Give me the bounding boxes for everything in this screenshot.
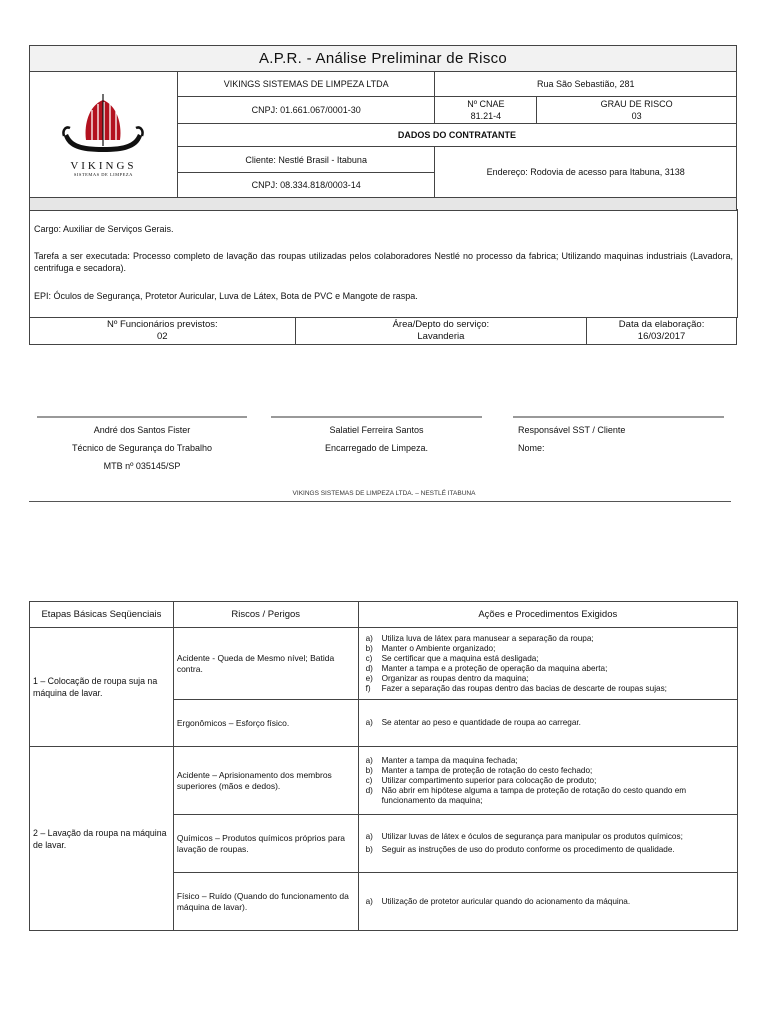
client-name: Cliente: Nestlé Brasil - Itabuna <box>177 147 435 173</box>
list-item: a) Utiliza luva de látex para manusear a separação da roupa; <box>365 633 594 643</box>
step-2-actions-3 <box>358 873 737 931</box>
step-1-risk-2: Ergonômicos – Esforço físico. <box>173 700 358 747</box>
signature-line-3 <box>513 416 724 418</box>
step-2-risk-3: Físico – Ruído (Quando do funcionamento da máquina de lavar). <box>173 873 358 931</box>
area-label: Área/Depto do serviço: <box>392 319 490 330</box>
logo-cell <box>30 72 178 198</box>
step-2-risk-2: Químicos – Produtos químicos próprios para lavação de roupas. <box>173 815 358 873</box>
steps-table <box>29 601 738 931</box>
list-item: e) Organizar as roupas dentro da maquina; <box>365 673 529 683</box>
header-table <box>29 45 737 211</box>
date-cell <box>587 318 737 345</box>
list-item: a) Utilizar luvas de látex e óculos de segurança para manipular os produtos químicos; <box>365 832 683 841</box>
logo-brand: VIKINGS <box>70 160 137 172</box>
cnae-cell <box>435 97 537 124</box>
date-value: 16/03/2017 <box>637 331 686 342</box>
viking-ship-logo <box>58 92 148 162</box>
info-table <box>29 317 737 345</box>
step-1-actions-1 <box>358 628 737 700</box>
signer-1-registration: MTB nº 035145/SP <box>103 461 181 471</box>
col-header-risks: Riscos / Perigos <box>173 602 358 628</box>
signature-block-1 <box>37 421 247 475</box>
company-address: Rua São Sebastião, 281 <box>435 72 737 97</box>
list-item: f) Fazer a separação das roupas dentro das bacias de descarte de roupas sujas; <box>365 683 667 693</box>
list-item: c) Se certificar que a maquina está desligada; <box>365 653 539 663</box>
signer-3-title: Responsável SST / Cliente <box>518 425 626 435</box>
job-epi: EPI: Óculos de Segurança, Protetor Auricular, Luva de Látex, Bota de PVC e Mangote de raspa. <box>34 291 418 301</box>
cnae-label: Nº CNAE <box>467 99 505 109</box>
workers-cell <box>30 318 296 345</box>
signer-2-name: Salatiel Ferreira Santos <box>329 425 424 435</box>
signer-1-name: André dos Santos Fister <box>93 425 191 435</box>
step-2-actions-2 <box>358 815 737 873</box>
step-2-actions-1 <box>358 747 737 815</box>
signer-1-role: Técnico de Segurança do Trabalho <box>71 443 213 453</box>
job-cargo: Cargo: Auxiliar de Serviços Gerais. <box>34 224 174 234</box>
risk-value: 03 <box>631 111 642 121</box>
area-value: Lavanderia <box>417 331 465 342</box>
page-title: A.P.R. - Análise Preliminar de Risco <box>30 46 737 72</box>
workers-value: 02 <box>157 331 168 342</box>
page-footer: VIKINGS SISTEMAS DE LIMPEZA LTDA. – NESTLÉ ITABUNA <box>292 490 476 497</box>
list-item: d) Não abrir em hipótese alguma a tampa de proteção de rotação do cesto quando em funcionamento da maquina; <box>365 785 687 805</box>
company-name: VIKINGS SISTEMAS DE LIMPEZA LTDA <box>177 72 435 97</box>
footer-rule <box>29 501 731 502</box>
logo-tagline: SISTEMAS DE LIMPEZA <box>73 172 133 177</box>
step-1-label: 1 – Colocação de roupa suja na máquina de lavar. <box>30 628 174 747</box>
list-item: b) Manter a tampa de proteção de rotação do cesto fechado; <box>365 765 593 775</box>
signer-2-role: Encarregado de Limpeza. <box>324 443 429 453</box>
signature-block-2 <box>271 421 482 457</box>
signer-3-name-label: Nome: <box>518 443 545 453</box>
step-1-risk-1: Acidente - Queda de Mesmo nível; Batida contra. <box>173 628 358 700</box>
step-2-label: 2 – Lavação da roupa na máquina de lavar. <box>30 747 174 931</box>
list-item: b) Seguir as instruções de uso do produto conforme os procedimento de qualidade. <box>365 845 675 854</box>
list-item: a) Utilização de protetor auricular quando do acionamento da máquina. <box>365 896 631 906</box>
client-address: Endereço: Rodovia de acesso para Itabuna, 3138 <box>435 147 737 198</box>
col-header-steps: Etapas Básicas Seqüenciais <box>30 602 174 628</box>
list-item: b) Manter o Ambiente organizado; <box>365 643 496 653</box>
col-header-actions: Ações e Procedimentos Exigidos <box>358 602 737 628</box>
risk-cell <box>537 97 737 124</box>
list-item: a) Se atentar ao peso e quantidade de roupa ao carregar. <box>365 718 581 727</box>
cnae-value: 81.21-4 <box>470 111 502 121</box>
signature-line-1 <box>37 416 247 418</box>
risk-label: GRAU DE RISCO <box>600 99 673 109</box>
signature-line-2 <box>271 416 482 418</box>
job-tarefa: Tarefa a ser executada: Processo completo de lavação das roupas utilizadas pelos colaboradores Nestlé no processo da fabrica; Utilizando maquinas industriais (Lavadora, centrifuga e secadora). <box>34 251 733 273</box>
step-1-actions-2 <box>358 700 737 747</box>
company-cnpj: CNPJ: 01.661.067/0001-30 <box>177 97 435 124</box>
list-item: c) Utilizar compartimento superior para colocação de produto; <box>365 775 597 785</box>
client-cnpj: CNPJ: 08.334.818/0003-14 <box>177 173 435 198</box>
table-row <box>30 747 738 815</box>
list-item: a) Manter a tampa da maquina fechada; <box>365 755 518 765</box>
list-item: d) Manter a tampa e a proteção de operação da maquina aberta; <box>365 663 608 673</box>
workers-label: Nº Funcionários previstos: <box>106 319 218 330</box>
contractor-section-title: DADOS DO CONTRATANTE <box>177 124 736 147</box>
job-description <box>29 209 738 318</box>
date-label: Data da elaboração: <box>618 319 705 330</box>
area-cell <box>295 318 587 345</box>
table-row <box>30 628 738 700</box>
step-2-risk-1: Acidente – Aprisionamento dos membros superiores (mãos e dedos). <box>173 747 358 815</box>
signature-block-3 <box>518 421 729 457</box>
